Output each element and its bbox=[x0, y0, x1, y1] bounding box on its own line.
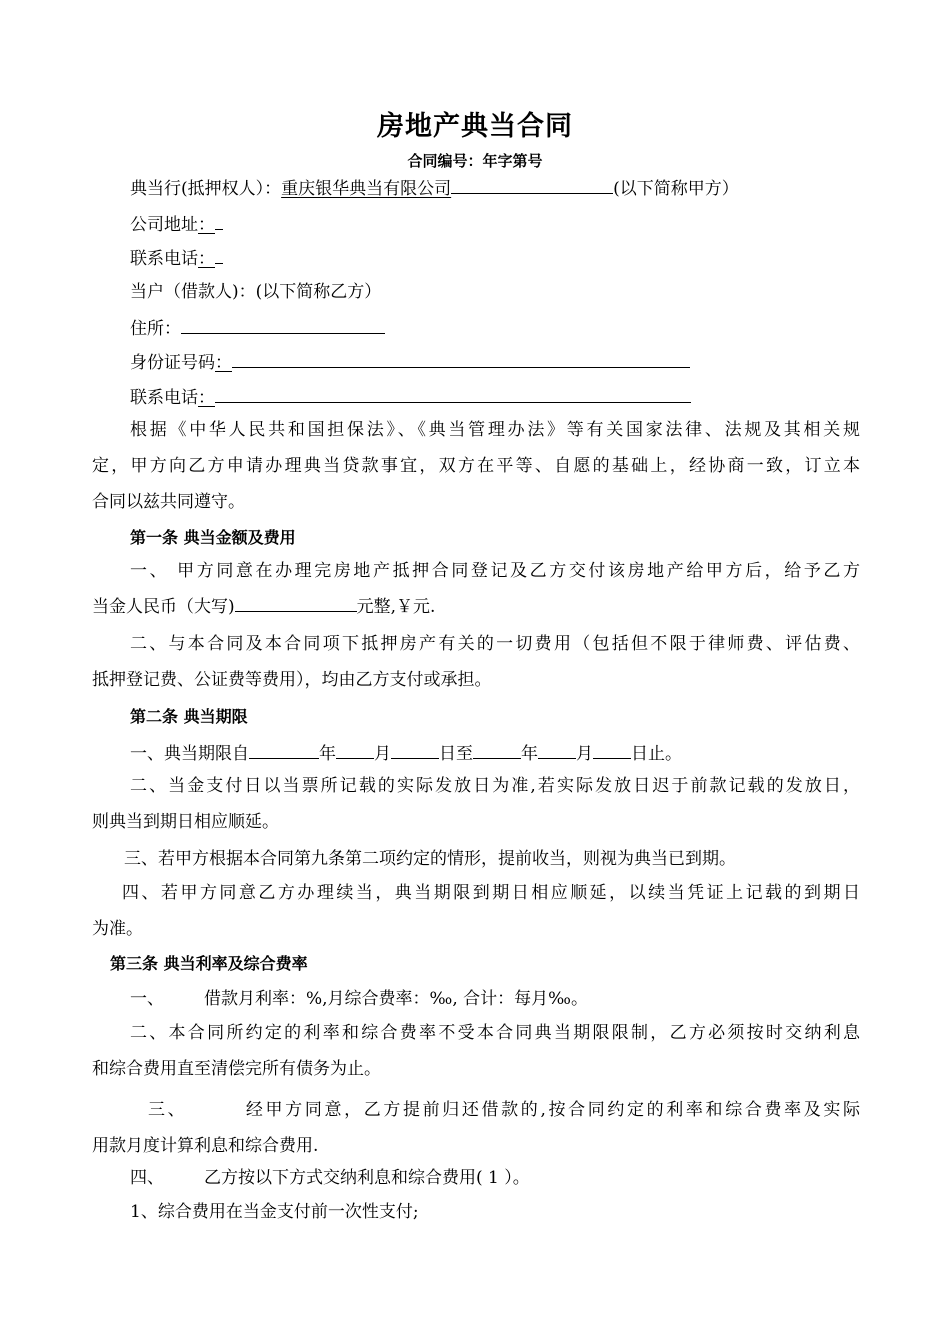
article-3-p1-number: 一、 bbox=[130, 989, 164, 1009]
party-a-line bbox=[130, 175, 739, 201]
party-a-phone-sep: ： bbox=[198, 249, 215, 269]
article-2-paragraph-4 bbox=[92, 875, 860, 947]
party-b-phone-sep: ： bbox=[198, 388, 215, 408]
article-1-p2-line-2: 抵押登记费、公证费等费用），均由乙方支付或承担。 bbox=[92, 670, 492, 690]
amount-suffix: 元整,￥元. bbox=[356, 597, 436, 617]
party-a-phone-label: 联系电话 bbox=[130, 249, 198, 269]
article-3-p3-number: 三、 bbox=[148, 1100, 188, 1120]
article-2-p4-line-2: 为准。 bbox=[92, 919, 143, 939]
party-a-name: 重庆银华典当有限公司 bbox=[281, 179, 452, 199]
term-year-1: 年 bbox=[319, 744, 336, 764]
contract-number: 合同编号：年字第号 bbox=[407, 152, 543, 170]
party-b-line: 当户（借款人)：(以下简称乙方） bbox=[130, 282, 382, 302]
article-1-p1-line-2 bbox=[92, 589, 860, 625]
article-3-p1-text: 借款月利率：%,月综合费率：‰, 合计：每月‰。 bbox=[204, 989, 588, 1009]
party-b-residence-line bbox=[130, 315, 385, 341]
term-month-2: 月 bbox=[576, 744, 593, 764]
article-3-paragraph-2 bbox=[92, 1015, 860, 1087]
party-a-phone-line bbox=[130, 245, 223, 271]
term-day-end: 日止。 bbox=[631, 744, 682, 764]
article-2-p2-line-2: 则典当到期日相应顺延。 bbox=[92, 812, 279, 832]
preamble-line-1: 根据《中华人民共和国担保法》、《典当管理办法》等有关国家法律、法规及其相关规 bbox=[130, 420, 860, 440]
party-a-suffix: (以下简称甲方） bbox=[613, 179, 739, 199]
article-3-p4-number: 四、 bbox=[130, 1168, 164, 1188]
article-2-p2-line-1: 二、当金支付日以当票所记载的实际发放日为准,若实际发放日迟于前款记载的发放日， bbox=[130, 776, 860, 796]
party-a-address-line bbox=[130, 211, 223, 237]
preamble-line-2: 定，甲方向乙方申请办理典当贷款事宜，双方在平等、自愿的基础上，经协商一致，订立本 bbox=[92, 456, 860, 476]
party-b-id-line bbox=[130, 349, 690, 375]
term-from-year-blank bbox=[249, 740, 319, 759]
article-3-p2-line-2: 和综合费用直至清偿完所有债务为止。 bbox=[92, 1059, 381, 1079]
article-3-p1-line bbox=[130, 987, 588, 1011]
party-a-address-blank bbox=[215, 211, 223, 230]
term-from-month-blank bbox=[336, 740, 374, 759]
term-to-year-blank bbox=[473, 740, 521, 759]
party-a-address-label: 公司地址 bbox=[130, 215, 198, 235]
term-year-2: 年 bbox=[521, 744, 538, 764]
party-b-phone-blank bbox=[215, 384, 691, 403]
term-to-month-blank bbox=[538, 740, 576, 759]
party-a-address-sep: ： bbox=[198, 215, 215, 235]
term-to-day-blank bbox=[593, 740, 631, 759]
article-2-p4-line-1: 四、若甲方同意乙方办理续当，典当期限到期日相应顺延，以续当凭证上记载的到期日 bbox=[122, 883, 860, 903]
article-1-paragraph-2 bbox=[92, 626, 860, 698]
article-1-paragraph-1 bbox=[92, 553, 860, 625]
article-1-p2-line-1: 二、与本合同及本合同项下抵押房产有关的一切费用（包括但不限于律师费、评估费、 bbox=[130, 634, 860, 654]
article-2-p1-line bbox=[130, 740, 682, 766]
preamble-paragraph bbox=[92, 412, 860, 520]
party-a-phone-blank bbox=[215, 245, 223, 264]
term-from-day-blank bbox=[391, 740, 439, 759]
party-b-phone-label: 联系电话 bbox=[130, 388, 198, 408]
article-1-p1-line-1: 一、 甲方同意在办理完房地产抵押合同登记及乙方交付该房地产给甲方后，给予乙方 bbox=[130, 561, 860, 581]
article-3-p5-line: 1、综合费用在当金支付前一次性支付; bbox=[130, 1202, 419, 1222]
party-b-phone-line bbox=[130, 384, 691, 410]
party-b-id-blank bbox=[232, 349, 690, 368]
term-from-label: 一、典当期限自 bbox=[130, 744, 249, 764]
article-3-p4-line bbox=[130, 1166, 530, 1190]
document-title: 房地产典当合同 bbox=[377, 111, 573, 142]
amount-label: 当金人民币（大写) bbox=[92, 597, 235, 617]
article-2-p3-line: 三、若甲方根据本合同第九条第二项约定的情形，提前收当，则视为典当已到期。 bbox=[124, 849, 736, 869]
article-3-heading: 第三条 典当利率及综合费率 bbox=[110, 954, 308, 973]
term-day-to: 日至 bbox=[439, 744, 473, 764]
article-3-p4-text: 乙方按以下方式交纳利息和综合费用( 1 ）。 bbox=[204, 1168, 530, 1188]
article-3-p3-line-2: 用款月度计算利息和综合费用. bbox=[92, 1136, 319, 1156]
article-3-p2-line-1: 二、本合同所约定的利率和综合费率不受本合同典当期限限制，乙方必须按时交纳利息 bbox=[130, 1023, 860, 1043]
party-a-name-blank bbox=[451, 175, 613, 194]
article-1-heading: 第一条 典当金额及费用 bbox=[130, 528, 296, 547]
party-b-residence-blank bbox=[181, 315, 385, 334]
preamble-line-3: 合同以兹共同遵守。 bbox=[92, 492, 245, 512]
party-b-id-label: 身份证号码 bbox=[130, 353, 215, 373]
article-2-paragraph-2 bbox=[92, 768, 860, 840]
article-3-p3-text: 经甲方同意，乙方提前归还借款的,按合同约定的利率和综合费率及实际 bbox=[243, 1100, 861, 1120]
amount-blank bbox=[235, 593, 357, 612]
party-a-label: 典当行(抵押权人）： bbox=[130, 179, 282, 199]
article-2-heading: 第二条 典当期限 bbox=[130, 707, 248, 726]
article-3-p3-line-1 bbox=[92, 1092, 860, 1128]
party-b-residence-label: 住所： bbox=[130, 319, 181, 339]
article-3-paragraph-3 bbox=[92, 1092, 860, 1164]
party-b-id-sep: ： bbox=[215, 353, 232, 373]
term-month-1: 月 bbox=[374, 744, 391, 764]
